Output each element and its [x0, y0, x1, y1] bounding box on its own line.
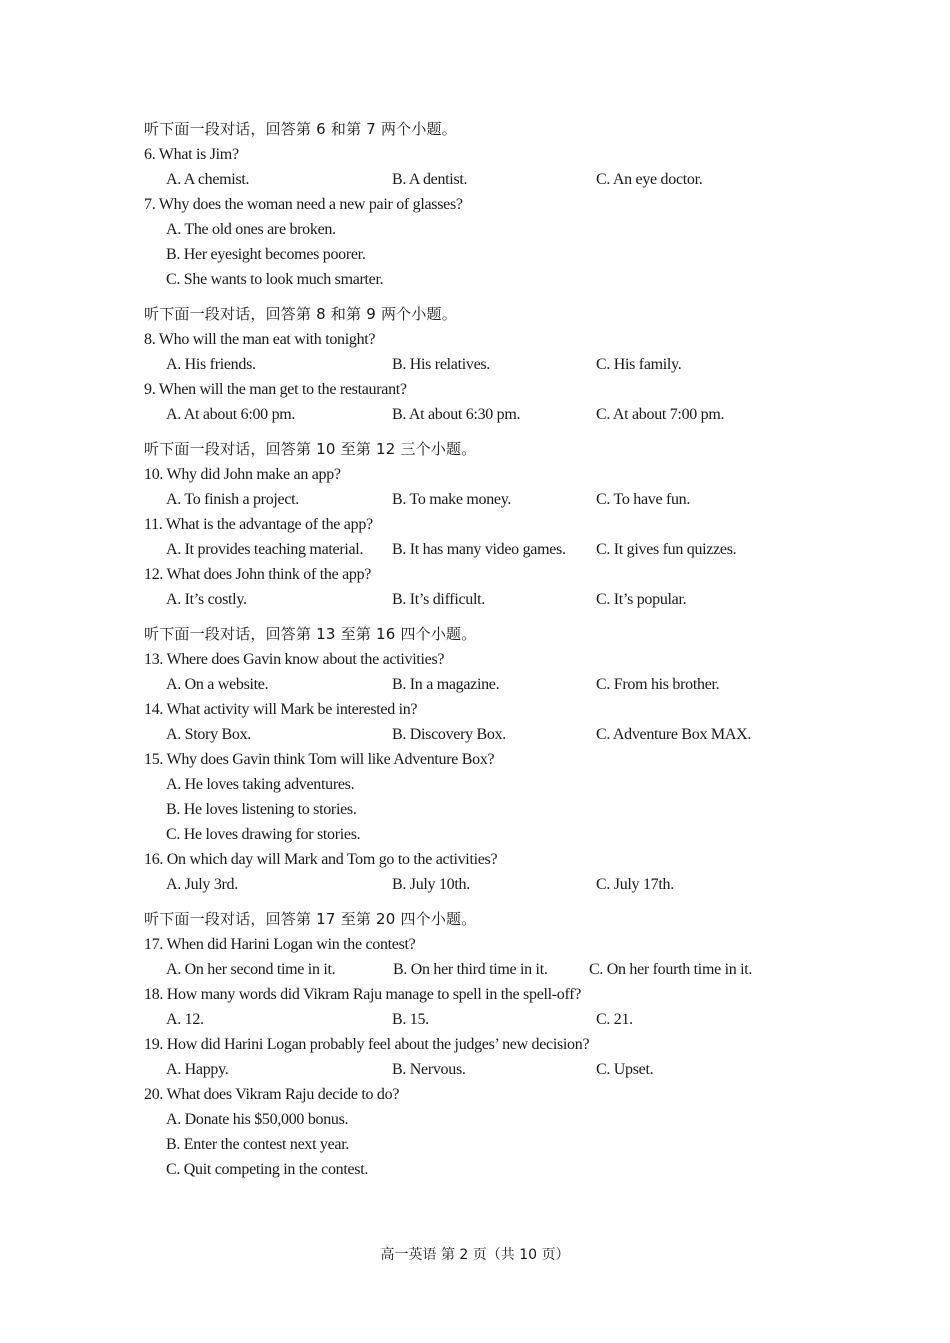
answer-options — [144, 167, 824, 192]
answer-options — [144, 537, 824, 562]
answer-options — [144, 672, 824, 697]
answer-option-a: A. He loves taking adventures. — [166, 776, 355, 793]
question-stem: 20. What does Vikram Raju decide to do? — [144, 1086, 400, 1103]
answer-option-b: B. At about 6:30 pm. — [392, 406, 521, 423]
answer-option-c: C. At about 7:00 pm. — [596, 406, 725, 423]
answer-option-a: A. On a website. — [166, 676, 269, 693]
answer-option-c: C. An eye doctor. — [596, 171, 703, 188]
answer-option-a: A. Donate his $50,000 bonus. — [166, 1111, 349, 1128]
question-stem: 19. How did Harini Logan probably feel about the judges’ new decision? — [144, 1036, 590, 1053]
question — [144, 462, 824, 512]
answer-option-c: C. Upset. — [596, 1061, 654, 1078]
question-stem: 10. Why did John make an app? — [144, 466, 341, 483]
answer-option-c: C. She wants to look much smarter. — [166, 271, 384, 288]
question — [144, 377, 824, 427]
answer-option-c: C. On her fourth time in it. — [589, 961, 753, 978]
answer-option-a: A. It’s costly. — [166, 591, 247, 608]
question — [144, 512, 824, 562]
section-heading: 听下面一段对话，回答第 17 至第 20 四个小题。 — [144, 910, 477, 928]
answer-option-a: A. Happy. — [166, 1061, 229, 1078]
question-stem: 15. Why does Gavin think Tom will like Adventure Box? — [144, 751, 495, 768]
section-heading: 听下面一段对话，回答第 13 至第 16 四个小题。 — [144, 625, 477, 643]
section-heading: 听下面一段对话，回答第 10 至第 12 三个小题。 — [144, 440, 477, 458]
answer-option-b: B. It has many video games. — [392, 541, 566, 558]
answer-option-a: A. A chemist. — [166, 171, 250, 188]
question-stem: 17. When did Harini Logan win the contest? — [144, 936, 416, 953]
answer-options — [144, 1107, 824, 1182]
listening-section — [144, 907, 824, 1182]
section-heading: 听下面一段对话，回答第 8 和第 9 两个小题。 — [144, 305, 457, 323]
answer-option-b: B. To make money. — [392, 491, 512, 508]
section-heading: 听下面一段对话，回答第 6 和第 7 两个小题。 — [144, 120, 457, 138]
question-stem: 12. What does John think of the app? — [144, 566, 372, 583]
question — [144, 327, 824, 377]
question-stem: 6. What is Jim? — [144, 146, 239, 163]
answer-option-b: B. It’s difficult. — [392, 591, 485, 608]
question — [144, 747, 824, 847]
answer-option-a: A. The old ones are broken. — [166, 221, 336, 238]
listening-section — [144, 302, 824, 427]
answer-option-b: B. 15. — [392, 1011, 429, 1028]
answer-option-c: C. From his brother. — [596, 676, 720, 693]
answer-options — [144, 587, 824, 612]
question-list — [144, 117, 824, 1192]
listening-section — [144, 117, 824, 292]
answer-option-c: C. July 17th. — [596, 876, 674, 893]
answer-option-a: A. 12. — [166, 1011, 204, 1028]
answer-options — [144, 957, 824, 982]
listening-section — [144, 622, 824, 897]
answer-options — [144, 872, 824, 897]
answer-options — [144, 1057, 824, 1082]
question — [144, 1032, 824, 1082]
answer-option-b: B. Discovery Box. — [392, 726, 507, 743]
answer-option-b: B. On her third time in it. — [393, 961, 548, 978]
answer-option-c: C. His family. — [596, 356, 682, 373]
question — [144, 1082, 824, 1182]
answer-option-b: B. Enter the contest next year. — [166, 1136, 350, 1153]
answer-option-a: A. His friends. — [166, 356, 256, 373]
question — [144, 847, 824, 897]
question — [144, 697, 824, 747]
question-stem: 8. Who will the man eat with tonight? — [144, 331, 376, 348]
answer-option-c: C. He loves drawing for stories. — [166, 826, 361, 843]
answer-option-a: A. At about 6:00 pm. — [166, 406, 296, 423]
answer-option-b: B. In a magazine. — [392, 676, 500, 693]
answer-option-c: C. Quit competing in the contest. — [166, 1161, 369, 1178]
question — [144, 932, 824, 982]
question — [144, 982, 824, 1032]
question — [144, 192, 824, 292]
question — [144, 142, 824, 192]
question-stem: 7. Why does the woman need a new pair of glasses? — [144, 196, 463, 213]
question-stem: 11. What is the advantage of the app? — [144, 516, 373, 533]
question-stem: 14. What activity will Mark be interested in? — [144, 701, 418, 718]
answer-option-b: B. His relatives. — [392, 356, 490, 373]
answer-options — [144, 352, 824, 377]
question — [144, 562, 824, 612]
answer-options — [144, 402, 824, 427]
answer-option-b: B. July 10th. — [392, 876, 470, 893]
answer-option-b: B. A dentist. — [392, 171, 468, 188]
answer-option-a: A. It provides teaching material. — [166, 541, 364, 558]
answer-option-c: C. 21. — [596, 1011, 633, 1028]
question-stem: 9. When will the man get to the restaurant? — [144, 381, 407, 398]
answer-option-b: B. Her eyesight becomes poorer. — [166, 246, 366, 263]
answer-option-a: A. Story Box. — [166, 726, 251, 743]
answer-option-c: C. It gives fun quizzes. — [596, 541, 737, 558]
answer-option-a: A. On her second time in it. — [166, 961, 336, 978]
answer-options — [144, 1007, 824, 1032]
answer-options — [144, 217, 824, 292]
page-footer: 高一英语 第 2 页（共 10 页） — [380, 1247, 570, 1263]
question-stem: 13. Where does Gavin know about the activities? — [144, 651, 445, 668]
answer-option-c: C. Adventure Box MAX. — [596, 726, 752, 743]
question — [144, 647, 824, 697]
answer-option-b: B. He loves listening to stories. — [166, 801, 357, 818]
question-stem: 16. On which day will Mark and Tom go to the activities? — [144, 851, 498, 868]
answer-option-b: B. Nervous. — [392, 1061, 466, 1078]
answer-options — [144, 487, 824, 512]
answer-option-a: A. To finish a project. — [166, 491, 299, 508]
question-stem: 18. How many words did Vikram Raju manage to spell in the spell-off? — [144, 986, 582, 1003]
answer-option-a: A. July 3rd. — [166, 876, 238, 893]
listening-section — [144, 437, 824, 612]
answer-option-c: C. To have fun. — [596, 491, 691, 508]
answer-options — [144, 722, 824, 747]
answer-option-c: C. It’s popular. — [596, 591, 687, 608]
answer-options — [144, 772, 824, 847]
